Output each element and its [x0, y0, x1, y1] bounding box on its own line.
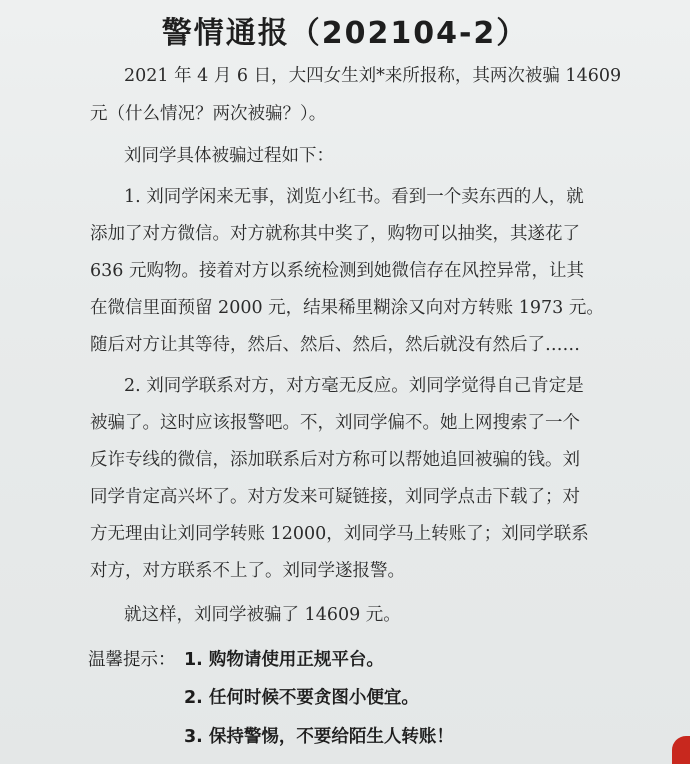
- paragraph-line: 在微信里面预留 2000 元，结果稀里糊涂又向对方转账 1973 元。: [90, 298, 604, 318]
- paragraph-line: 刘同学具体被骗过程如下：: [124, 146, 334, 166]
- paragraph-line: 就这样，刘同学被骗了 14609 元。: [124, 605, 401, 625]
- paragraph-line: 添加了对方微信。对方就称其中奖了，购物可以抽奖，其遂花了: [90, 224, 580, 244]
- paragraph-line: 随后对方让其等待，然后、然后、然后，然后就没有然后了……: [90, 335, 580, 355]
- paragraph-line: 元（什么情况？两次被骗？）。: [90, 104, 327, 124]
- document-title: 警情通报（202104-2）: [161, 16, 529, 51]
- paragraph-line: 对方，对方联系不上了。刘同学遂报警。: [90, 561, 405, 581]
- paragraph-line: 1. 刘同学闲来无事，浏览小红书。看到一个卖东西的人，就: [124, 187, 584, 207]
- paragraph-line: 反诈专线的微信，添加联系后对方称可以帮她追回被骗的钱。刘: [90, 450, 580, 470]
- paragraph-line: 同学肯定高兴坏了。对方发来可疑链接，刘同学点击下载了；对: [90, 487, 580, 507]
- paragraph-line: 被骗了。这时应该报警吧。不，刘同学偏不。她上网搜索了一个: [90, 413, 580, 433]
- paragraph-line: 2021 年 4 月 6 日，大四女生刘*来所报称，其两次被骗 14609: [124, 66, 622, 86]
- tip-item: 2. 任何时候不要贪图小便宜。: [184, 688, 419, 708]
- paragraph-line: 2. 刘同学联系对方，对方毫无反应。刘同学觉得自己肯定是: [124, 376, 584, 396]
- tip-item: 1. 购物请使用正规平台。: [184, 650, 384, 670]
- red-stamp-edge: [672, 736, 690, 764]
- paragraph-line: 636 元购物。接着对方以系统检测到她微信存在风控异常，让其: [90, 261, 584, 281]
- tip-item: 3. 保持警惕，不要给陌生人转账！: [184, 727, 454, 747]
- paragraph-line: 方无理由让刘同学转账 12000，刘同学马上转账了；刘同学联系: [90, 524, 589, 544]
- tips-label: 温馨提示：: [88, 650, 176, 670]
